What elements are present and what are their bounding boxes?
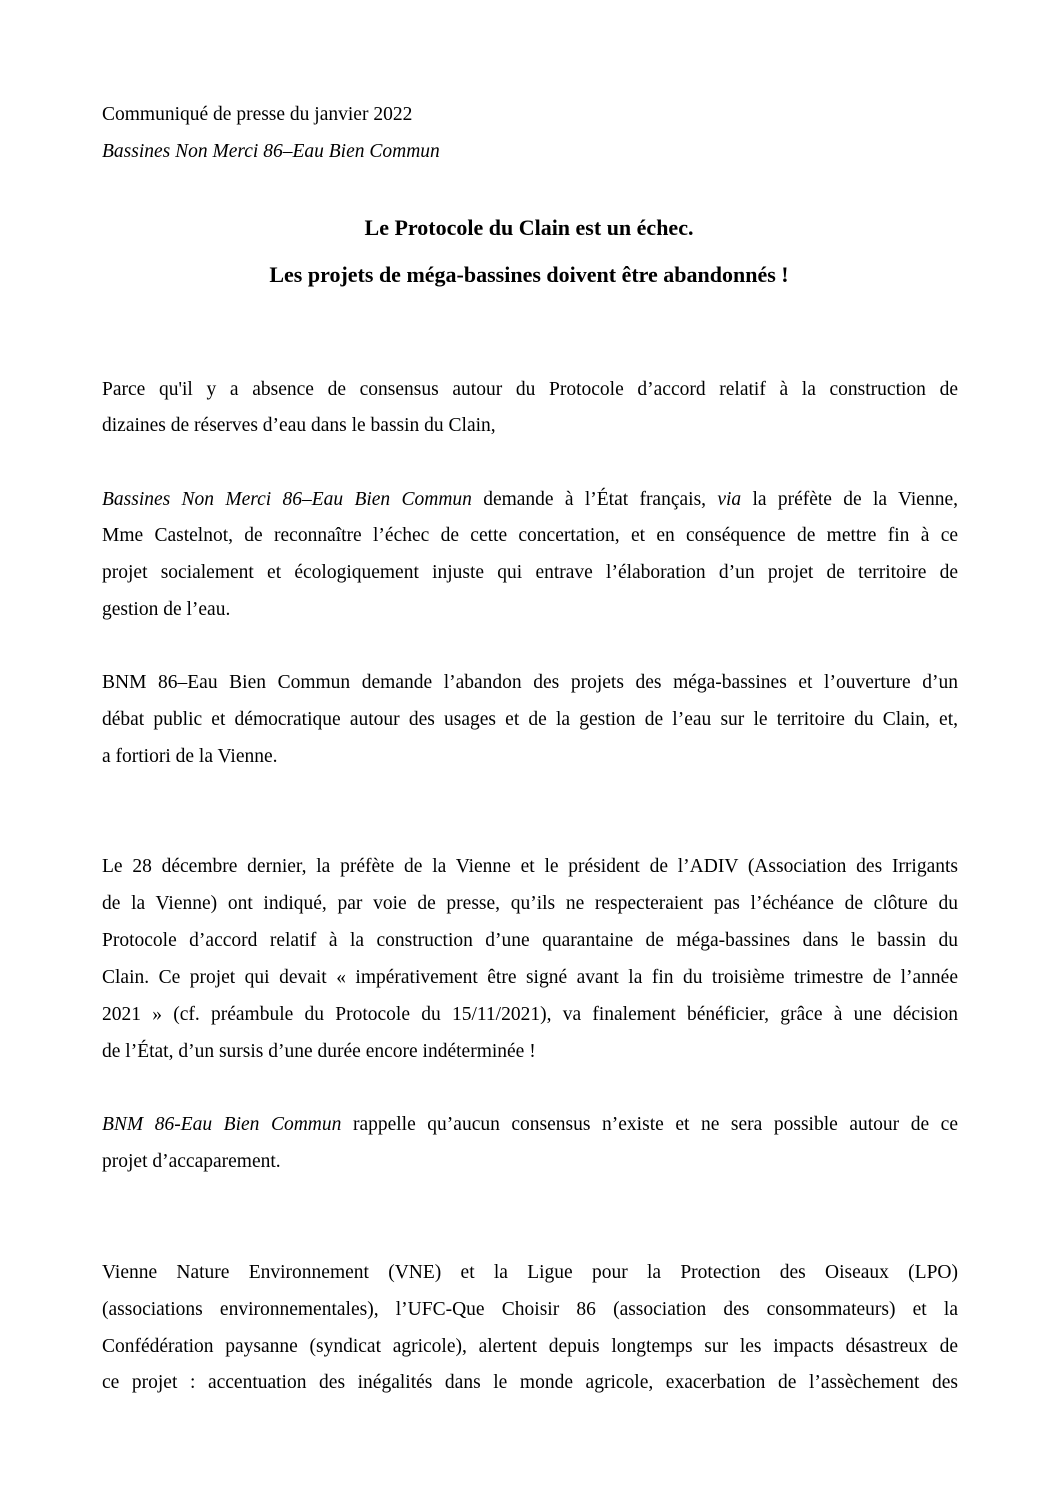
paragraph-3-line: débat public et démocratique autour des usages et de la gestion de l’eau sur le territoire du Clain, et,	[102, 709, 958, 730]
via-italic: via	[717, 489, 742, 510]
paragraph-2-line	[102, 488, 958, 512]
paragraph-4-line: Protocole d’accord relatif à la construction d’une quarantaine de méga-bassines dans le bassin du	[102, 930, 958, 951]
organization-name-inline: BNM 86-Eau Bien Commun	[102, 1114, 342, 1135]
paragraph-4-line: Le 28 décembre dernier, la préfète de la Vienne et le président de l’ADIV (Association des Irrigants	[102, 856, 958, 877]
paragraph-2-line: projet socialement et écologiquement injuste qui entrave l’élaboration d’un projet de territoire de	[102, 562, 958, 583]
organization-name-inline: Bassines Non Merci 86–Eau Bien Commun	[102, 489, 472, 510]
document-title-line-2: Les projets de méga-bassines doivent être abandonnés !	[269, 262, 789, 287]
document-title-line-1: Le Protocole du Clain est un échec.	[364, 215, 694, 240]
paragraph-4-line: de la Vienne) ont indiqué, par voie de presse, qu’ils ne respecteraient pas l’échéance de clôture du	[102, 893, 958, 914]
organization-name: Bassines Non Merci 86–Eau Bien Commun	[102, 141, 440, 162]
paragraph-1-line: dizaines de réserves d’eau dans le bassin du Clain,	[102, 415, 496, 436]
paragraph-6-line: ce projet : accentuation des inégalités dans le monde agricole, exacerbation de l’assèchement des	[102, 1372, 958, 1393]
paragraph-3-line: a fortiori de la Vienne.	[102, 746, 278, 767]
paragraph-2-text: la préfète de la Vienne,	[741, 489, 958, 510]
paragraph-3-line: BNM 86–Eau Bien Commun demande l’abandon des projets des méga-bassines et l’ouverture d’un	[102, 672, 958, 693]
paragraph-2-text: demande à l’État français,	[471, 489, 718, 510]
paragraph-6-line: (associations environnementales), l’UFC-Que Choisir 86 (association des consommateurs) et la	[102, 1299, 958, 1320]
paragraph-1-line: Parce qu'il y a absence de consensus autour du Protocole d’accord relatif à la construction de	[102, 379, 958, 400]
paragraph-4-line: Clain. Ce projet qui devait « impérativement être signé avant la fin du troisième trimestre de l’année	[102, 967, 958, 988]
paragraph-4-line: de l’État, d’un sursis d’une durée encore indéterminée !	[102, 1041, 536, 1062]
press-release-date: Communiqué de presse du janvier 2022	[102, 104, 413, 125]
paragraph-5-text: rappelle qu’aucun consensus n’existe et ne sera possible autour de ce	[341, 1114, 958, 1135]
paragraph-2-line: Mme Castelnot, de reconnaître l’échec de cette concertation, et en conséquence de mettre fin à ce	[102, 525, 958, 546]
paragraph-6-line: Confédération paysanne (syndicat agricole), alertent depuis longtemps sur les impacts désastreux de	[102, 1336, 958, 1357]
paragraph-4-line: 2021 » (cf. préambule du Protocole du 15/11/2021), va finalement bénéficier, grâce à une décision	[102, 1004, 958, 1025]
paragraph-2-line: gestion de l’eau.	[102, 599, 231, 620]
paragraph-5-line	[102, 1113, 958, 1137]
paragraph-5-line: projet d’accaparement.	[102, 1151, 281, 1172]
paragraph-6-line: Vienne Nature Environnement (VNE) et la Ligue pour la Protection des Oiseaux (LPO)	[102, 1262, 958, 1283]
